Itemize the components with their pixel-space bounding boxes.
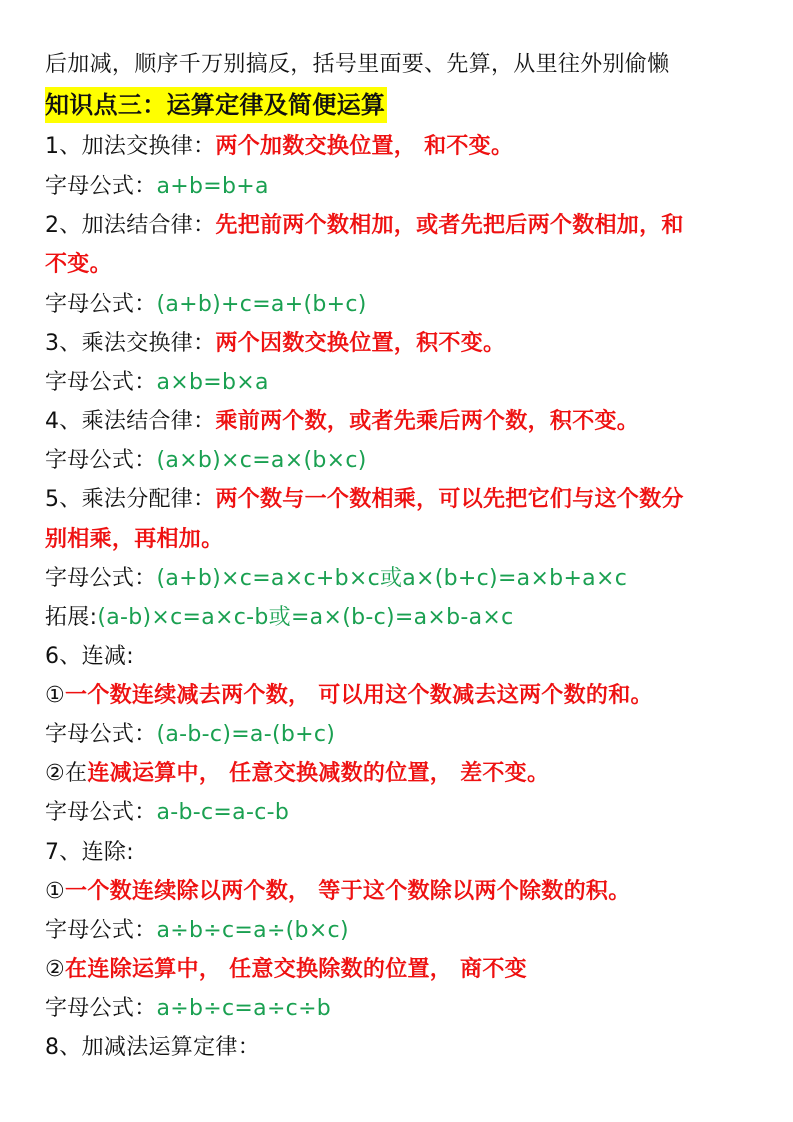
- formula-6-1: [45, 720, 335, 750]
- law-label: 3、乘法交换律：: [45, 331, 216, 356]
- formula-6-2: [45, 798, 289, 828]
- extension-5: [45, 603, 514, 633]
- formula-7-1: [45, 916, 349, 946]
- section-title: 知识点三：运算定律及简便运算: [45, 87, 387, 123]
- formula-2: [45, 290, 367, 320]
- law-3: [45, 329, 505, 359]
- law-7-sub-1: [45, 877, 631, 907]
- law-desc: 连减运算中， 任意交换减数的位置， 差不变。: [87, 761, 550, 786]
- extension-formula: (a-b)×c=a×c-b或=a×(b-c)=a×b-a×c: [97, 605, 514, 630]
- formula-text: (a+b)×c=a×c+b×c或a×(b+c)=a×b+a×c: [156, 566, 628, 591]
- law-2: [45, 211, 684, 241]
- formula-4: [45, 446, 367, 476]
- law-label: 4、乘法结合律：: [45, 409, 216, 434]
- law-label: 2、加法结合律：: [45, 213, 216, 238]
- formula-text: (a×b)×c=a×(b×c): [156, 448, 367, 473]
- law-label: 1、加法交换律：: [45, 134, 216, 159]
- law-desc: 一个数连续除以两个数， 等于这个数除以两个除数的积。: [65, 879, 631, 904]
- formula-label: 字母公式：: [45, 566, 157, 591]
- formula-label: 字母公式：: [45, 174, 157, 199]
- formula-text: (a-b-c)=a-(b+c): [156, 722, 336, 747]
- law-4: [45, 407, 639, 437]
- law-prefix: 在: [65, 761, 88, 786]
- formula-label: 字母公式：: [45, 448, 157, 473]
- formula-text: a÷b÷c=a÷c÷b: [156, 996, 332, 1021]
- law-6: 6、连减:: [45, 644, 134, 669]
- law-desc: 两个加数交换位置， 和不变。: [215, 134, 514, 159]
- law-desc: 一个数连续减去两个数， 可以用这个数减去这两个数的和。: [65, 683, 653, 708]
- law-2-cont: 不变。: [45, 252, 112, 277]
- circled-number-1: ①: [45, 879, 66, 904]
- law-desc: 乘前两个数，或者先乘后两个数，积不变。: [215, 409, 640, 434]
- formula-5: [45, 564, 627, 594]
- formula-text: a+b=b+a: [156, 174, 269, 199]
- formula-7-2: [45, 994, 331, 1024]
- formula-label: 字母公式：: [45, 292, 157, 317]
- law-desc: 在连除运算中， 任意交换除数的位置， 商不变: [65, 957, 527, 982]
- law-label: 5、乘法分配律：: [45, 487, 216, 512]
- law-8: 8、加减法运算定律：: [45, 1035, 260, 1060]
- law-desc: 两个数与一个数相乘，可以先把它们与这个数分: [215, 487, 684, 512]
- law-desc: 先把前两个数相加，或者先把后两个数相加，和: [215, 213, 684, 238]
- law-1: [45, 132, 513, 162]
- formula-3: [45, 368, 269, 398]
- law-6-sub-2: [45, 759, 549, 789]
- circled-number-2: ②: [45, 761, 66, 786]
- formula-label: 字母公式：: [45, 996, 157, 1021]
- formula-label: 字母公式：: [45, 800, 157, 825]
- formula-label: 字母公式：: [45, 370, 157, 395]
- law-6-sub-1: [45, 681, 653, 711]
- law-5-cont: 别相乘，再相加。: [45, 527, 224, 552]
- intro-line: 后加减，顺序千万别搞反，括号里面要、先算，从里往外别偷懒: [45, 52, 670, 77]
- formula-text: a×b=b×a: [156, 370, 269, 395]
- extension-label: 拓展:: [45, 605, 98, 630]
- formula-text: a÷b÷c=a÷(b×c): [156, 918, 349, 943]
- formula-1: [45, 172, 269, 202]
- circled-number-1: ①: [45, 683, 66, 708]
- formula-label: 字母公式：: [45, 722, 157, 747]
- circled-number-2: ②: [45, 957, 66, 982]
- formula-label: 字母公式：: [45, 918, 157, 943]
- formula-text: a-b-c=a-c-b: [156, 800, 290, 825]
- law-7-sub-2: [45, 955, 527, 985]
- law-7: 7、连除:: [45, 840, 134, 865]
- law-desc: 两个因数交换位置，积不变。: [215, 331, 506, 356]
- formula-text: (a+b)+c=a+(b+c): [156, 292, 367, 317]
- law-5: [45, 485, 684, 515]
